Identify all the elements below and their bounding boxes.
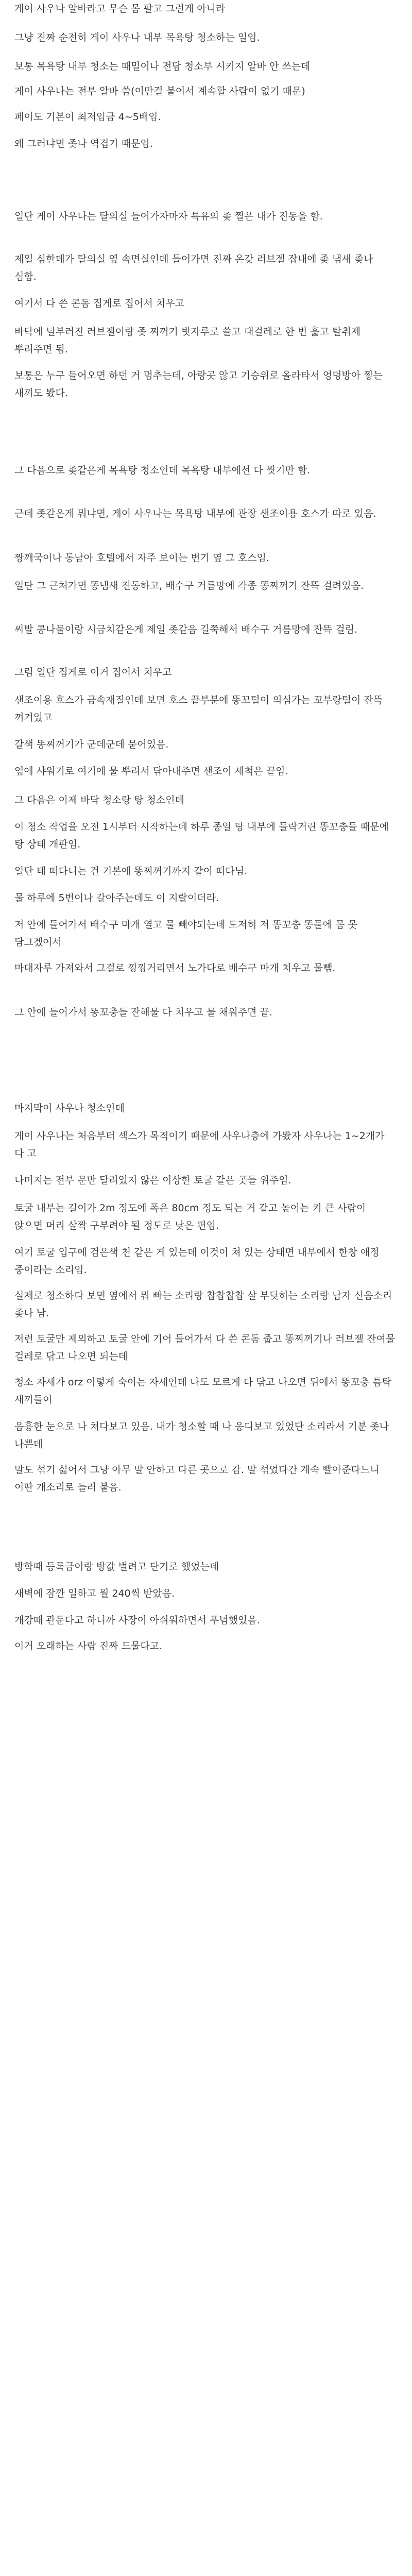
- paragraph: 갈색 똥찌꺼기가 군데군데 묻어있음.: [14, 739, 169, 750]
- paragraph: 이 청소 작업을 오전 1시부터 시작하는데 하루 종일 탕 내부에 들락거린 똥꼬충들 때문에 탕 상태 개판임.: [14, 821, 389, 850]
- paragraph: 왜 그러냐면 좆나 역겹기 때문임.: [14, 138, 153, 149]
- paragraph: 바닥에 널부러진 러브젤이랑 좆 찌꺼기 빗자루로 쓸고 대걸레로 한 번 훑고 탈취제 뿌려주면 됨.: [14, 326, 361, 355]
- paragraph: 일단 태 떠다니는 건 기본에 똥찌꺼기까지 같이 떠다님.: [14, 866, 248, 877]
- paragraph: 근데 좆같은게 뭐냐면, 게이 사우나는 목욕탕 내부에 관장 샌조이용 호스가 따로 있음.: [14, 508, 376, 519]
- paragraph: 이거 오래하는 사람 진짜 드물다고.: [14, 1640, 163, 1652]
- paragraph: 그럼 일단 집게로 이거 집어서 치우고: [14, 667, 172, 678]
- paragraph: 일단 그 근처가면 똥냄새 진동하고, 배수구 거름망에 각종 똥찌꺼기 잔뜩 걸려있음.: [14, 580, 364, 591]
- paragraph: 저 안에 들어가서 배수구 마개 열고 물 빼야되는데 도저히 저 똥꼬충 똥물에 몸 못 담그겠어서: [14, 919, 357, 948]
- paragraph: 일단 게이 사우나는 탈의실 들어가자마자 특유의 좆 찔은 내가 진동을 함.: [14, 211, 323, 222]
- paragraph: 게이 사우나는 전부 알바 씀(이만걸 붙어서 계속할 사람이 없기 때문): [14, 86, 305, 97]
- paragraph: 실제로 청소하다 보면 옆에서 뭐 빠는 소리랑 찹찹찹찹 살 부딪히는 소리랑 남자 신음소리 좆나 남.: [14, 1290, 392, 1319]
- paragraph: 개강때 관둔다고 하니까 사장이 아쉬워하면서 푸념했었음.: [14, 1615, 260, 1626]
- paragraph: 마지막이 사우나 청소인데: [14, 1103, 125, 1114]
- paragraph: 그냥 진짜 순전히 게이 사우나 내부 목욕탕 청소하는 일임.: [14, 32, 260, 43]
- paragraph: 저런 토굴만 제외하고 토굴 안에 기어 들어가서 다 쓴 콘돔 줍고 똥찌꺼기나 러브젤 잔여물 걸레로 닦고 나오면 되는데: [14, 1333, 396, 1362]
- paragraph: 물 하루에 5번이나 갈아주는데도 이 지랄이더라.: [14, 892, 219, 904]
- paragraph: 짱깨국이나 동남아 호텔에서 자주 보이는 변기 옆 그 호스임.: [14, 552, 269, 564]
- paragraph: 그 안에 들어가서 똥꼬충들 잔해물 다 치우고 물 채워주면 끝.: [14, 1007, 272, 1018]
- paragraph: 게이 사우나 알바라고 무슨 몸 팔고 그런게 아니라: [14, 3, 226, 14]
- paragraph: 방학때 등록금이랑 방값 벌려고 단기로 했었는데: [14, 1561, 219, 1572]
- paragraph: 여기서 다 쓴 콘돔 집게로 집어서 치우고: [14, 298, 184, 309]
- paragraph: 샌조이용 호스가 금속재질인데 보면 호스 끝부분에 똥꼬털이 의심가는 꼬부랑털이 잔뜩 껴겨있고: [14, 694, 383, 723]
- paragraph: 보통은 누구 들어오면 하던 거 멈추는데, 아랑곳 않고 기승위로 올라타서 엉덩방아 찧는 새끼도 봤다.: [14, 370, 383, 399]
- paragraph: 제일 심한데가 탈의실 옆 속면실인데 들어가면 진짜 온갖 러브젤 잡내에 좆 냄새 좆나 심함.: [14, 253, 373, 282]
- paragraph: 보통 목욕탕 내부 청소는 때밀이나 전담 청소부 시키지 알바 안 쓰는데: [14, 61, 311, 72]
- paragraph: 페이도 기본이 최저임금 4~5배임.: [14, 111, 161, 123]
- paragraph: 새벽에 잠깐 일하고 월 240씩 받았음.: [14, 1588, 175, 1599]
- paragraph: 토굴 내부는 길이가 2m 정도에 폭은 80cm 정도 되는 거 같고 높이는 키 큰 사람이 앉으면 머리 살짝 구부려야 될 정도로 낮은 편임.: [14, 1202, 366, 1231]
- paragraph: 마대자루 가져와서 그걸로 낑낑거리면서 노가다로 배수구 마개 치우고 물뺌.: [14, 962, 336, 974]
- paragraph: 음흉한 눈으로 나 쳐다보고 있음. 내가 청소할 때 나 응디보고 있었단 소리라서 기분 좆나 나쁜데: [14, 1421, 389, 1450]
- paragraph: 씨발 콩나물이랑 시금치같은게 제일 좆같음 길쭉해서 배수구 거름망에 잔뜩 걸림.: [14, 624, 358, 635]
- paragraph: 그 다음으로 좆같은게 목욕탕 청소인데 목욕탕 내부에선 다 씻기만 함.: [14, 465, 311, 476]
- paragraph: 그 다음은 이제 바닥 청소랑 탕 청소인데: [14, 794, 184, 806]
- paragraph: 게이 사우나는 처음부터 섹스가 목적이기 때문에 사우나층에 가봤자 사우나는 1~2개가 다 고: [14, 1130, 385, 1159]
- paragraph: 말도 섞기 싫어서 그냥 아무 말 안하고 다른 곳으로 감. 말 섞었다간 계속 빨아준다느니 이딴 개소리로 들러 붙음.: [14, 1464, 380, 1493]
- paragraph: 나머지는 전부 문만 달려있지 않은 이상한 토굴 같은 곳들 위주임.: [14, 1175, 291, 1186]
- paragraph: 옆에 샤워기로 여기에 물 뿌려서 닦아내주면 샌조이 세척은 끝임.: [14, 766, 288, 777]
- paragraph: 청소 자세가 orz 이렇게 숙이는 자세인데 나도 모르게 다 닦고 나오면 뒤에서 똥꼬충 틈탁 새끼들이: [14, 1377, 391, 1405]
- paragraph: 여기 토굴 입구에 검은색 천 같은 게 있는데 이것이 쳐 있는 상태면 내부에서 한창 애정 중이라는 소리임.: [14, 1247, 380, 1276]
